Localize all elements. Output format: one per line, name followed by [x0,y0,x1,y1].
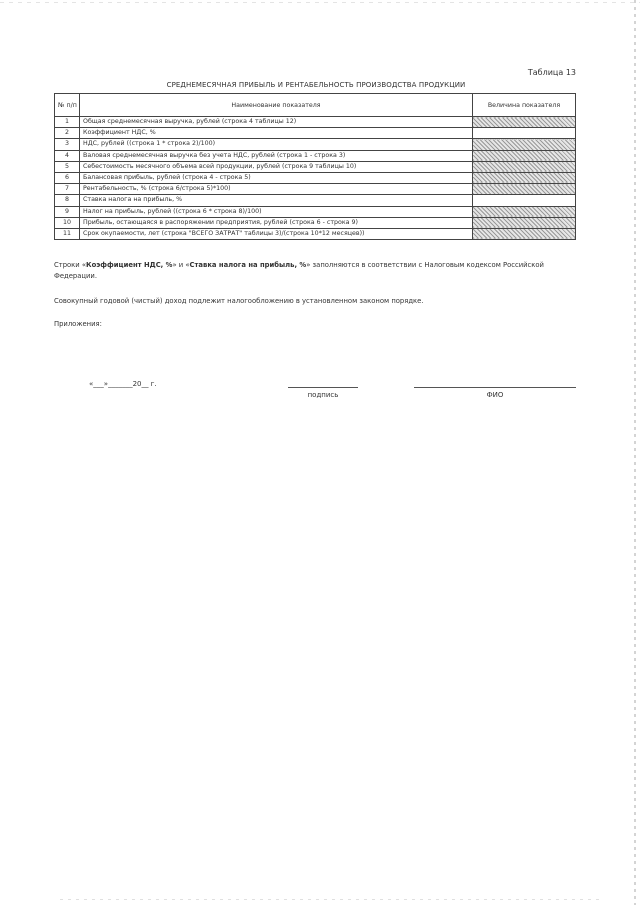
row-number: 1 [55,117,80,128]
row-number: 3 [55,139,80,150]
row-value-cell [473,184,576,195]
row-indicator: Прибыль, остающаяся в распоряжении предприятия, рублей (строка 6 - строка 9) [80,217,473,228]
signature-line [288,387,358,388]
row-indicator: Ставка налога на прибыль, % [80,195,473,206]
row-indicator: Налог на прибыль, рублей ((строка 6 * строка 8)/100) [80,206,473,217]
row-indicator: Валовая среднемесячная выручка без учета НДС, рублей (строка 1 - строка 3) [80,150,473,161]
table-row [55,195,576,206]
row-indicator: Коэффициент НДС, % [80,128,473,139]
row-number: 2 [55,128,80,139]
row-value-cell [473,172,576,183]
table-row [55,128,576,139]
vat-note-bold-vat: Коэффициент НДС, % [86,261,173,269]
name-line [414,387,576,388]
row-indicator: Срок окупаемости, лет (строка "ВСЕГО ЗАТРАТ" таблицы 3)/(строка 10*12 месяцев)) [80,228,473,239]
signature-caption: подпись [307,391,339,399]
row-value-cell [473,150,576,161]
attachments-label: Приложения: [54,320,102,328]
row-value-cell [473,228,576,239]
row-value-cell [473,117,576,128]
scan-edge-bottom [60,899,600,900]
table-row [55,172,576,183]
vat-note-prefix: Строки « [54,261,87,269]
table-row [55,117,576,128]
row-number: 5 [55,161,80,172]
table-title: СРЕДНЕМЕСЯЧНАЯ ПРИБЫЛЬ И РЕНТАБЕЛЬНОСТЬ ПРОИЗВОДСТВА ПРОДУКЦИИ [166,81,466,89]
row-value-cell [473,139,576,150]
table-row [55,228,576,239]
row-value-cell [473,128,576,139]
row-indicator: Рентабельность, % (строка 6/строка 5)*100) [80,184,473,195]
row-indicator: Общая среднемесячная выручка, рублей (строка 4 таблицы 12) [80,117,473,128]
row-indicator: НДС, рублей ((строка 1 * строка 2)/100) [80,139,473,150]
row-number: 10 [55,217,80,228]
table-row [55,184,576,195]
row-indicator: Балансовая прибыль, рублей (строка 4 - строка 5) [80,172,473,183]
row-indicator: Себестоимость месячного объема всей продукции, рублей (строка 9 таблицы 10) [80,161,473,172]
row-number: 11 [55,228,80,239]
vat-note-suffix: » заполняются в соответствии с Налоговым кодексом Российской Федерации. [54,261,544,280]
signature-date: «___»_______20__ г. [89,380,157,388]
col-header-number: № п/п [55,94,80,117]
vat-note [54,260,576,282]
table-row [55,139,576,150]
name-caption: ФИО [486,391,504,399]
row-value-cell [473,195,576,206]
row-number: 7 [55,184,80,195]
table-number: Таблица 13 [527,68,576,77]
col-header-value: Величина показателя [473,94,576,117]
table-row [55,150,576,161]
scan-edge-top [0,2,640,3]
row-number: 6 [55,172,80,183]
profit-table [54,93,576,240]
vat-note-mid: » и « [172,261,190,269]
table-row [55,161,576,172]
scan-edge-right [634,0,636,905]
row-value-cell [473,217,576,228]
row-number: 8 [55,195,80,206]
col-header-name: Наименование показателя [80,94,473,117]
table-row [55,206,576,217]
table-header-row [55,94,576,117]
row-value-cell [473,206,576,217]
row-number: 9 [55,206,80,217]
row-number: 4 [55,150,80,161]
table-row [55,217,576,228]
row-value-cell [473,161,576,172]
income-tax-note: Совокупный годовой (чистый) доход подлежит налогообложению в установленном законом порядке. [54,297,424,305]
vat-note-bold-tax: Ставка налога на прибыль, % [189,261,307,269]
